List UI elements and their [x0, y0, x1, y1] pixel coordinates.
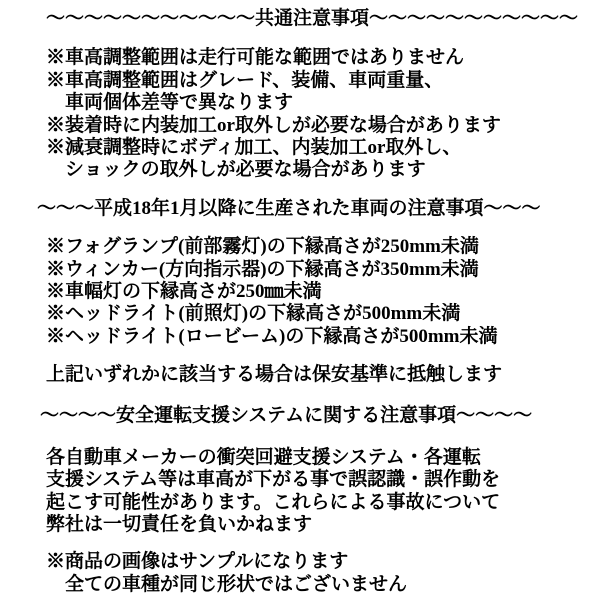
sample-note-line: ※商品の画像はサンプルになります — [46, 551, 349, 573]
common-note-line: ※車高調整範囲はグレード、装備、車両重量、 — [46, 69, 444, 91]
heisei18-note-line: ※ウィンカー(方向指示器)の下縁高さが350mm未満 — [46, 258, 479, 280]
safety-note-line: 支援システム等は車高が下がる事で誤認識・誤作動を — [46, 469, 501, 491]
safety-note-line: 弊社は一切責任を負いかねます — [46, 514, 313, 536]
common-note-line: ※減衰調整時にボディ加工、内装加工or取外し、 — [46, 136, 462, 158]
heading-heisei18-vehicles: ～～～平成18年1月以降に生産された車両の注意事項～～～ — [37, 197, 541, 219]
heisei18-note-line: ※フォグランプ(前部霧灯)の下縁高さが250mm未満 — [46, 236, 479, 258]
heading-safety-systems: ～～～～安全運転支援システムに関する注意事項～～～～ — [40, 405, 533, 427]
common-notes-block — [46, 47, 590, 181]
safety-standard-conclusion: 上記いずれかに該当する場合は保安基準に抵触します — [46, 364, 503, 386]
heisei18-note-line: ※ヘッドライト(前照灯)の下縁高さが500mm未満 — [46, 303, 461, 325]
safety-note-line: 各自動車メーカーの衝突回避支援システム・各運転 — [46, 446, 481, 468]
common-note-line-continuation: ショックの取外しが必要な場合があります — [65, 159, 426, 181]
common-note-line-continuation: 車両個体差等で異なります — [65, 92, 294, 114]
safety-note-line: 起こす可能性があります。これらによる事故について — [46, 491, 501, 513]
heisei18-note-line: ※車幅灯の下縁高さが250㎜未満 — [46, 280, 322, 302]
heading-common-notes: ～～～～～～～～～～～共通注意事項～～～～～～～～～～～ — [46, 8, 579, 29]
safety-system-notes-block — [46, 447, 590, 537]
sample-note-line-continuation: 全ての車種が同じ形状ではございません — [65, 573, 408, 595]
heisei18-notes-block — [46, 236, 590, 348]
common-note-line: ※車高調整範囲は走行可能な範囲ではありません — [46, 47, 465, 69]
common-note-line: ※装着時に内装加工or取外しが必要な場合があります — [46, 114, 501, 136]
sample-image-notes-block — [46, 551, 590, 596]
heisei18-note-line: ※ヘッドライト(ロービーム)の下縁高さが500mm未満 — [46, 325, 498, 347]
